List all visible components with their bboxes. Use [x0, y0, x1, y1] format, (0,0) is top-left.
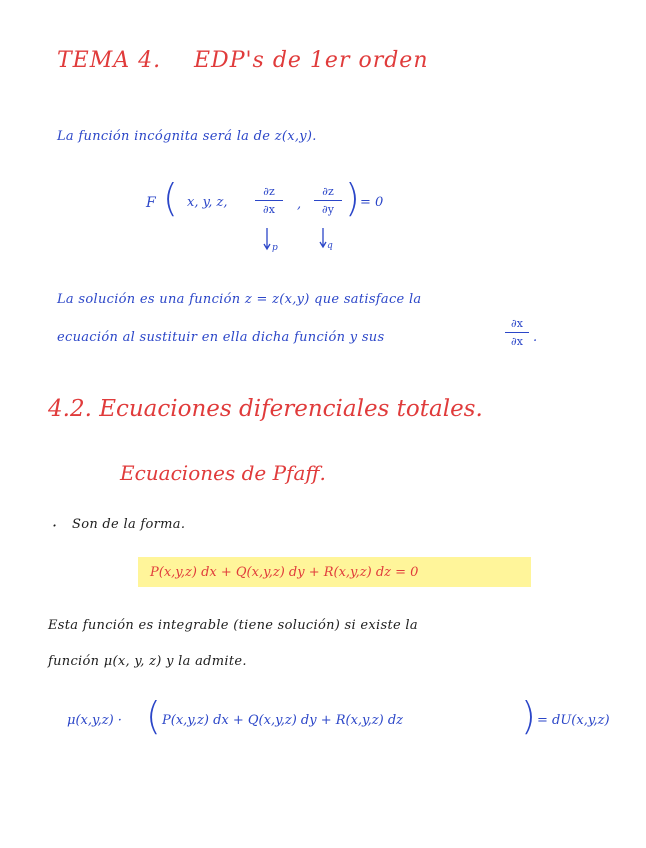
tema-title: TEMA 4. — [57, 48, 162, 73]
final-close-paren: ) — [521, 694, 536, 738]
pde-frac-dzdy — [314, 186, 342, 215]
solution-frac-num: ∂x — [511, 317, 523, 330]
pde-comma: , — [297, 197, 302, 212]
solution-frac-den: ∂x — [511, 335, 523, 348]
bullet: · — [52, 516, 58, 535]
pde-rhs: = 0 — [360, 195, 384, 210]
pde-open-paren: ( — [163, 176, 178, 220]
edp-title: EDP's de 1er orden — [194, 48, 429, 73]
final-mu: μ(x,y,z) · — [67, 713, 122, 728]
solution-frac-bar — [505, 332, 529, 333]
section-heading: 4.2. Ecuaciones diferenciales totales. — [48, 396, 483, 422]
form-line: Son de la forma. — [72, 517, 186, 532]
solution-line2: ecuación al sustituir en ella dicha función y sus — [57, 330, 385, 345]
final-inner: P(x,y,z) dx + Q(x,y,z) dy + R(x,y,z) dz — [162, 713, 404, 728]
solution-line1: La solución es una función z = z(x,y) que satisface la — [57, 292, 422, 307]
pde-F: F — [146, 195, 156, 211]
section-subheading: Ecuaciones de Pfaff. — [120, 461, 326, 485]
pde-args: x, y, z, — [187, 195, 228, 210]
pde-frac1-bar — [255, 200, 283, 201]
integrable-line2: función μ(x, y, z) y la admite. — [48, 654, 247, 669]
pde-close-paren: ) — [345, 176, 360, 220]
pde-frac2-num: ∂z — [322, 185, 334, 198]
solution-dot: . — [533, 330, 538, 345]
pde-frac2-bar — [314, 200, 342, 201]
final-open-paren: ( — [146, 694, 161, 738]
solution-frac — [505, 318, 529, 347]
pfaff-equation: P(x,y,z) dx + Q(x,y,z) dy + R(x,y,z) dz = 0 — [150, 565, 419, 580]
intro-line: La función incógnita será la de z(x,y). — [57, 129, 317, 144]
pde-frac1-den: ∂x — [263, 203, 275, 216]
final-rhs: = dU(x,y,z) — [537, 713, 610, 728]
pde-frac2-den: ∂y — [322, 203, 334, 216]
label-p: p — [272, 243, 278, 253]
label-q: q — [327, 241, 333, 251]
pde-frac1-num: ∂z — [263, 185, 275, 198]
pde-frac-dzdx — [255, 186, 283, 215]
integrable-line1: Esta función es integrable (tiene solución) si existe la — [48, 618, 418, 633]
